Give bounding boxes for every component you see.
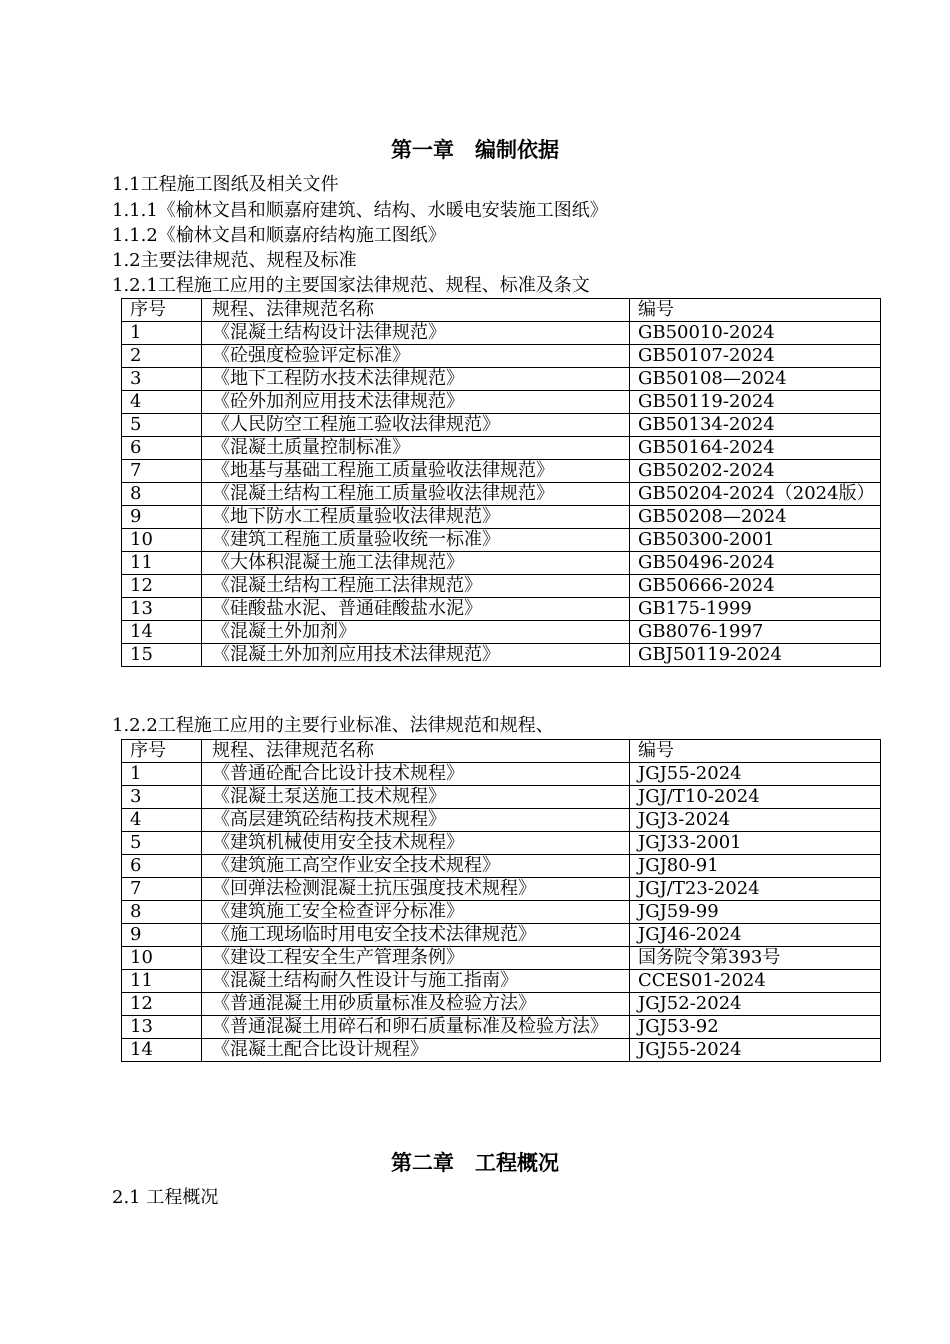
table-row [122, 855, 881, 878]
standard-name: 《混凝土外加剂应用技术法律规范》 [202, 644, 630, 667]
row-number: 12 [122, 993, 202, 1016]
table-row [122, 644, 881, 667]
standard-code: GB50204-2024（2024版） [630, 483, 881, 506]
section-1-1: 1.1工程施工图纸及相关文件 [112, 174, 339, 195]
header-cell: 编号 [630, 740, 881, 763]
standard-name: 《地基与基础工程施工质量验收法律规范》 [202, 460, 630, 483]
header-cell: 编号 [630, 299, 881, 322]
standard-code: JGJ/T10-2024 [630, 786, 881, 809]
row-number: 7 [122, 460, 202, 483]
standard-name: 《地下防水工程质量验收法律规范》 [202, 506, 630, 529]
standard-name: 《建筑机械使用安全技术规程》 [202, 832, 630, 855]
table-row [122, 391, 881, 414]
standard-code: CCES01-2024 [630, 970, 881, 993]
table-row [122, 460, 881, 483]
standard-code: JGJ33-2001 [630, 832, 881, 855]
table-row [122, 970, 881, 993]
standard-name: 《施工现场临时用电安全技术法律规范》 [202, 924, 630, 947]
table-row [122, 1039, 881, 1062]
standard-name: 《普通砼配合比设计技术规程》 [202, 763, 630, 786]
standard-name: 《砼外加剂应用技术法律规范》 [202, 391, 630, 414]
row-number: 6 [122, 855, 202, 878]
row-number: 3 [122, 786, 202, 809]
table-row [122, 322, 881, 345]
row-number: 12 [122, 575, 202, 598]
standard-code: GB50300-2001 [630, 529, 881, 552]
standard-name: 《回弹法检测混凝土抗压强度技术规程》 [202, 878, 630, 901]
table-row [122, 368, 881, 391]
row-number: 15 [122, 644, 202, 667]
standard-code: GB50496-2024 [630, 552, 881, 575]
standard-name: 《建筑施工高空作业安全技术规程》 [202, 855, 630, 878]
standard-code: GB50107-2024 [630, 345, 881, 368]
standard-code: JGJ53-92 [630, 1016, 881, 1039]
row-number: 14 [122, 1039, 202, 1062]
chapter-1-title: 第一章 编制依据 [391, 138, 559, 162]
chapter-2-title: 第二章 工程概况 [391, 1151, 559, 1175]
standard-name: 《普通混凝土用碎石和卵石质量标准及检验方法》 [202, 1016, 630, 1039]
standard-code: GB175-1999 [630, 598, 881, 621]
national-standards-table [121, 298, 881, 667]
industry-standards-table [121, 739, 881, 1062]
row-number: 4 [122, 391, 202, 414]
standard-code: GB50108—2024 [630, 368, 881, 391]
row-number: 1 [122, 763, 202, 786]
table-row [122, 763, 881, 786]
row-number: 14 [122, 621, 202, 644]
standard-code: JGJ3-2024 [630, 809, 881, 832]
table-row [122, 345, 881, 368]
standard-name: 《高层建筑砼结构技术规程》 [202, 809, 630, 832]
table-row [122, 621, 881, 644]
standard-code: GB50666-2024 [630, 575, 881, 598]
row-number: 11 [122, 552, 202, 575]
table-row [122, 529, 881, 552]
standard-name: 《地下工程防水技术法律规范》 [202, 368, 630, 391]
standard-name: 《建筑工程施工质量验收统一标准》 [202, 529, 630, 552]
row-number: 10 [122, 529, 202, 552]
standard-name: 《混凝土质量控制标准》 [202, 437, 630, 460]
standard-code: JGJ55-2024 [630, 763, 881, 786]
table-row [122, 878, 881, 901]
standard-name: 《大体积混凝土施工法律规范》 [202, 552, 630, 575]
table-row [122, 598, 881, 621]
row-number: 3 [122, 368, 202, 391]
standard-name: 《建设工程安全生产管理条例》 [202, 947, 630, 970]
row-number: 8 [122, 901, 202, 924]
table-row [122, 993, 881, 1016]
row-number: 2 [122, 345, 202, 368]
standard-name: 《混凝土结构耐久性设计与施工指南》 [202, 970, 630, 993]
row-number: 7 [122, 878, 202, 901]
row-number: 4 [122, 809, 202, 832]
standard-code: JGJ46-2024 [630, 924, 881, 947]
row-number: 8 [122, 483, 202, 506]
standard-code: 国务院令第393号 [630, 947, 881, 970]
standard-code: GB50119-2024 [630, 391, 881, 414]
section-1-2-1: 1.2.1工程施工应用的主要国家法律规范、规程、标准及条文 [112, 275, 590, 296]
standard-code: GB8076-1997 [630, 621, 881, 644]
standard-name: 《普通混凝土用砂质量标准及检验方法》 [202, 993, 630, 1016]
header-cell: 序号 [122, 299, 202, 322]
table-row [122, 437, 881, 460]
row-number: 11 [122, 970, 202, 993]
table-row [122, 414, 881, 437]
standard-name: 《建筑施工安全检查评分标准》 [202, 901, 630, 924]
standard-code: JGJ/T23-2024 [630, 878, 881, 901]
table-row [122, 947, 881, 970]
standard-name: 《砼强度检验评定标准》 [202, 345, 630, 368]
section-1-1-1: 1.1.1《榆林文昌和顺嘉府建筑、结构、水暖电安装施工图纸》 [112, 200, 608, 221]
table-row [122, 552, 881, 575]
table-row [122, 575, 881, 598]
table-header-row [122, 299, 881, 322]
header-cell: 序号 [122, 740, 202, 763]
standard-code: GB50010-2024 [630, 322, 881, 345]
section-2-1: 2.1 工程概况 [112, 1187, 219, 1208]
row-number: 13 [122, 598, 202, 621]
standard-name: 《硅酸盐水泥、普通硅酸盐水泥》 [202, 598, 630, 621]
row-number: 9 [122, 506, 202, 529]
standard-name: 《人民防空工程施工验收法律规范》 [202, 414, 630, 437]
table-row [122, 506, 881, 529]
standard-name: 《混凝土结构工程施工质量验收法律规范》 [202, 483, 630, 506]
section-1-1-2: 1.1.2《榆林文昌和顺嘉府结构施工图纸》 [112, 225, 446, 246]
standard-code: JGJ80-91 [630, 855, 881, 878]
standard-name: 《混凝土配合比设计规程》 [202, 1039, 630, 1062]
standard-code: GB50202-2024 [630, 460, 881, 483]
row-number: 6 [122, 437, 202, 460]
table-row [122, 809, 881, 832]
standard-code: JGJ52-2024 [630, 993, 881, 1016]
standard-code: GBJ50119-2024 [630, 644, 881, 667]
table-header-row [122, 740, 881, 763]
standard-code: GB50164-2024 [630, 437, 881, 460]
standard-code: GB50208—2024 [630, 506, 881, 529]
row-number: 1 [122, 322, 202, 345]
row-number: 5 [122, 832, 202, 855]
table-row [122, 483, 881, 506]
section-1-2: 1.2主要法律规范、规程及标准 [112, 250, 357, 271]
row-number: 9 [122, 924, 202, 947]
table-row [122, 901, 881, 924]
standard-name: 《混凝土泵送施工技术规程》 [202, 786, 630, 809]
header-cell: 规程、法律规范名称 [202, 299, 630, 322]
section-1-2-2: 1.2.2工程施工应用的主要行业标准、法律规范和规程、 [112, 715, 554, 736]
standard-code: GB50134-2024 [630, 414, 881, 437]
table-row [122, 832, 881, 855]
standard-name: 《混凝土外加剂》 [202, 621, 630, 644]
table-row [122, 786, 881, 809]
header-cell: 规程、法律规范名称 [202, 740, 630, 763]
row-number: 10 [122, 947, 202, 970]
standard-code: JGJ55-2024 [630, 1039, 881, 1062]
standard-code: JGJ59-99 [630, 901, 881, 924]
table-row [122, 924, 881, 947]
standard-name: 《混凝土结构设计法律规范》 [202, 322, 630, 345]
table-row [122, 1016, 881, 1039]
row-number: 5 [122, 414, 202, 437]
standard-name: 《混凝土结构工程施工法律规范》 [202, 575, 630, 598]
row-number: 13 [122, 1016, 202, 1039]
